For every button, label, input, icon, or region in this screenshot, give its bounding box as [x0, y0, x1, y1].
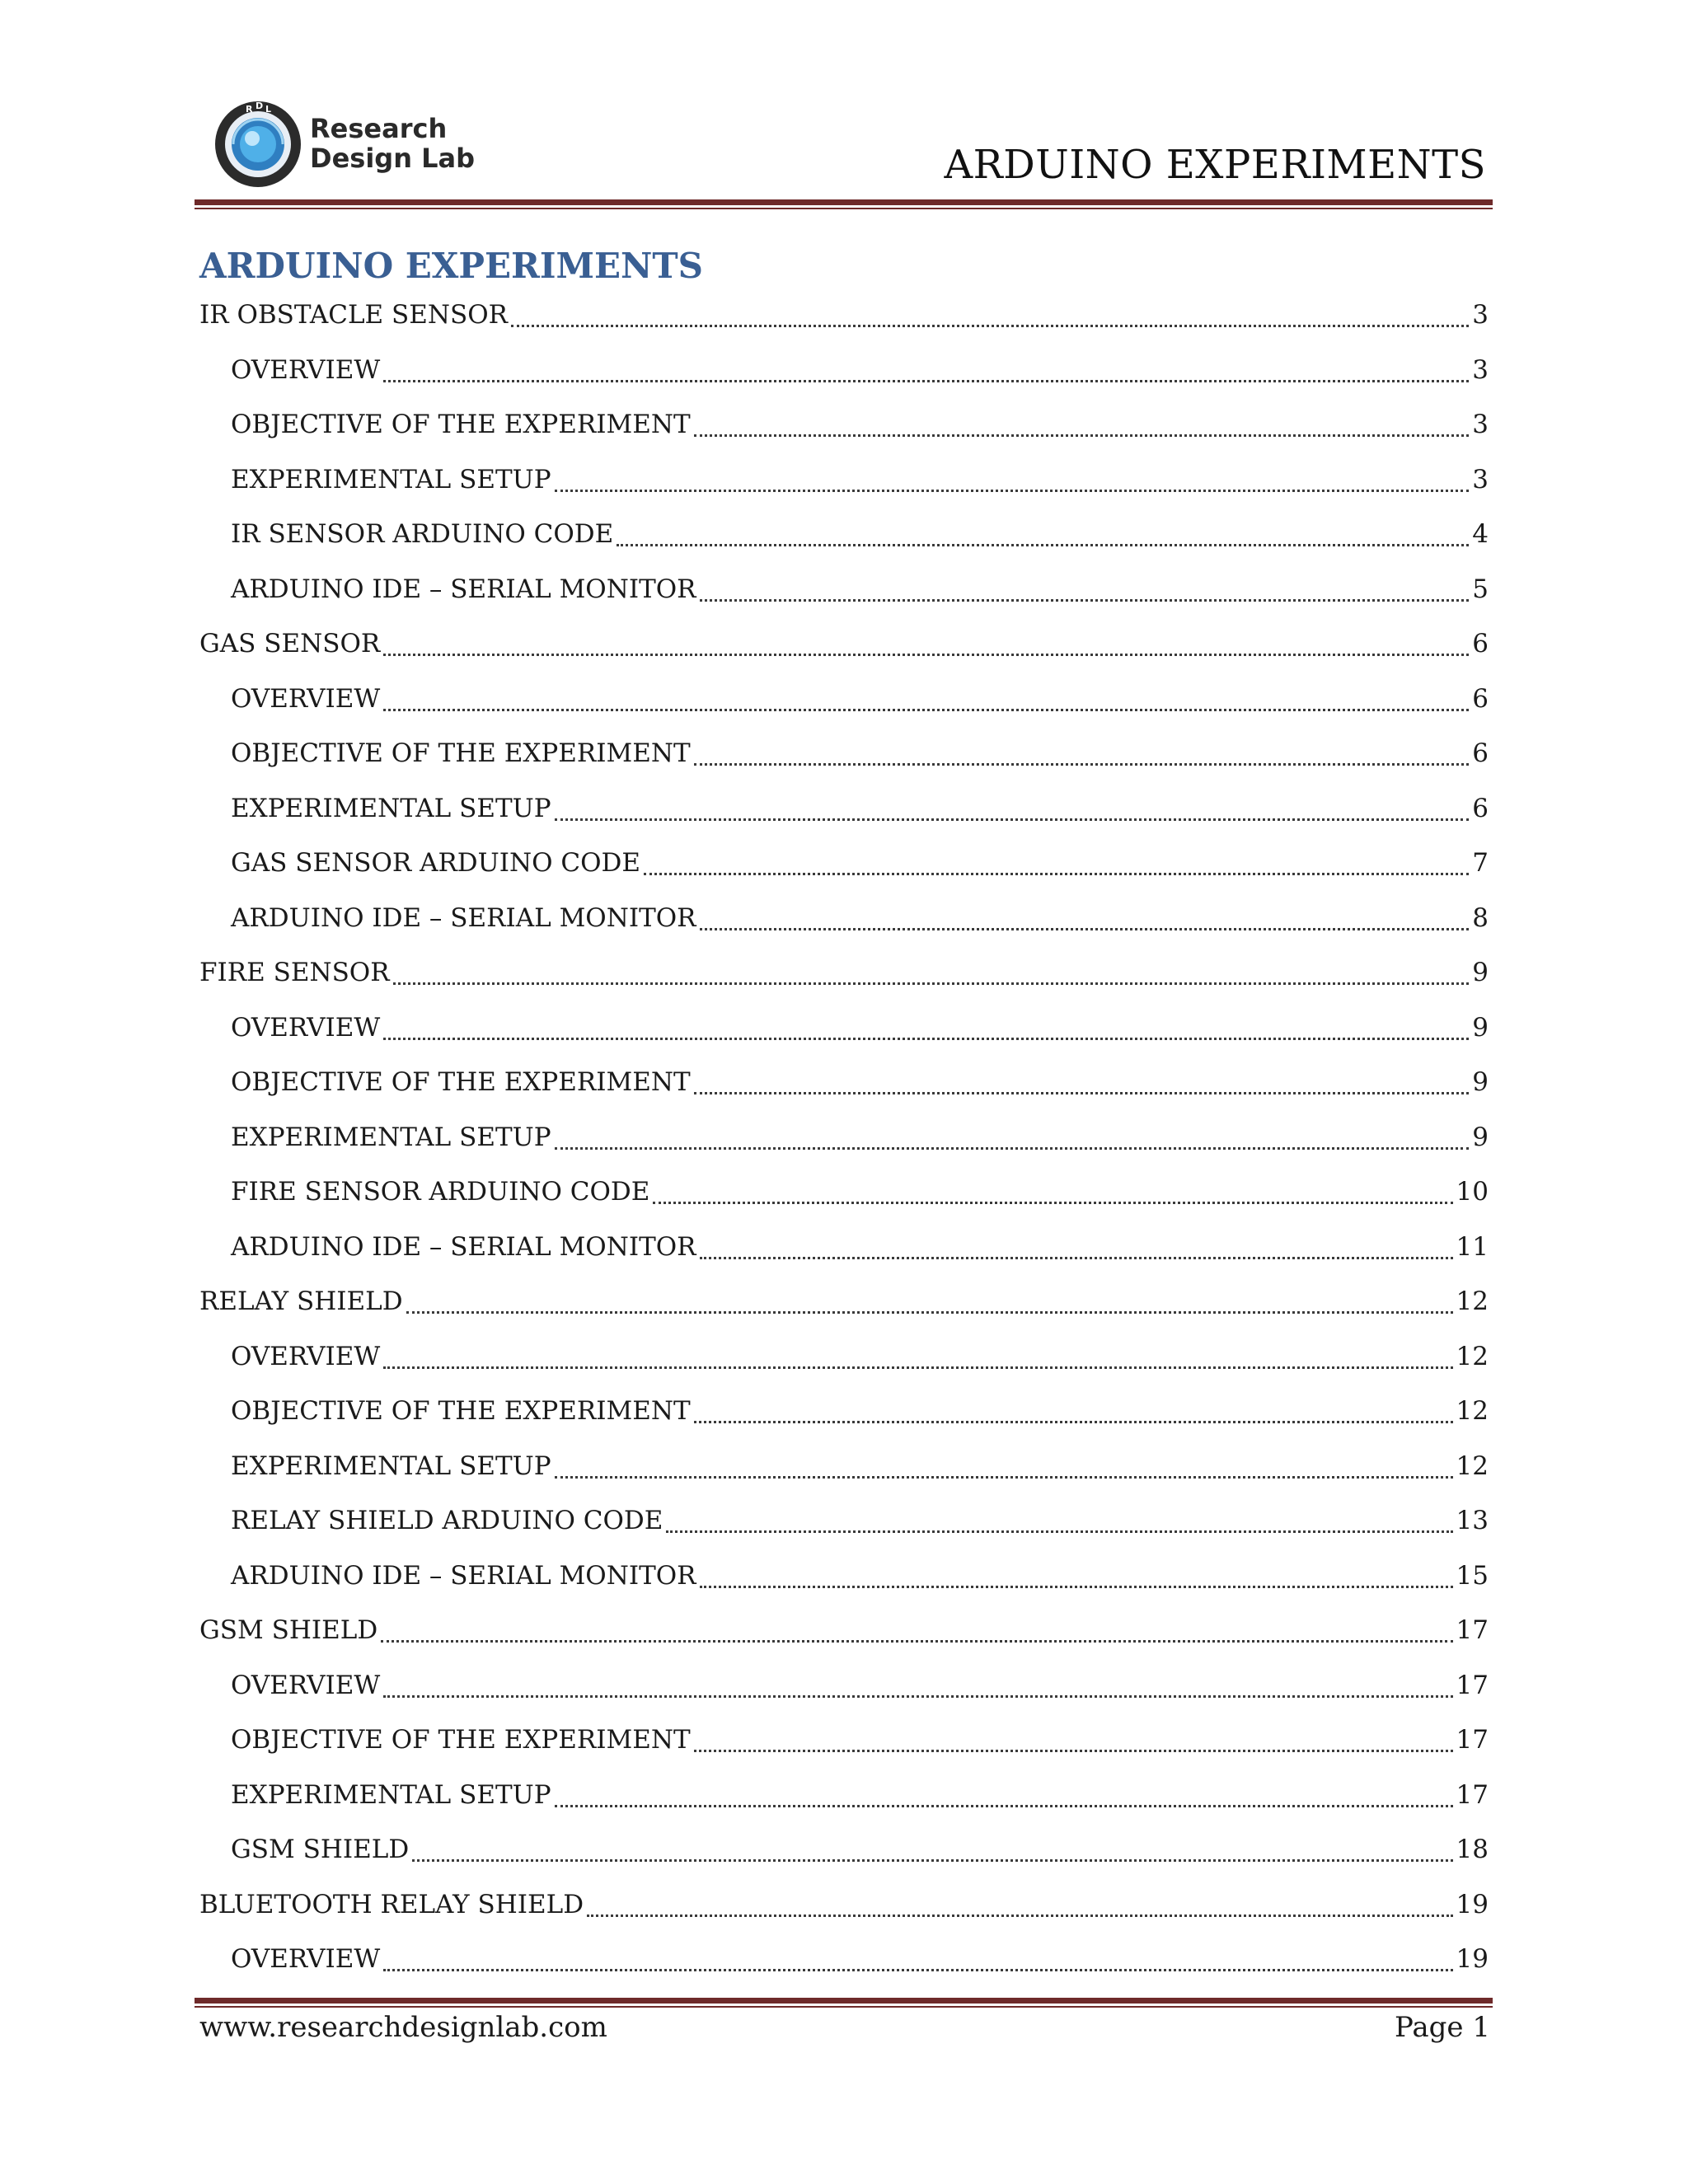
- toc-entry[interactable]: [199, 1064, 1489, 1119]
- toc-dot-leader: [406, 1283, 1453, 1314]
- toc-entry-title[interactable]: IR OBSTACLE SENSOR: [199, 300, 509, 330]
- toc-dot-leader: [617, 516, 1469, 546]
- toc-entry-title[interactable]: OVERVIEW: [231, 1012, 381, 1043]
- toc-entry[interactable]: [199, 1283, 1489, 1338]
- toc-entry-title[interactable]: OVERVIEW: [231, 1944, 381, 1974]
- toc-entry-page[interactable]: 17: [1456, 1615, 1489, 1645]
- toc-entry[interactable]: [199, 1886, 1489, 1942]
- toc-entry[interactable]: [199, 1174, 1489, 1229]
- toc-dot-leader: [555, 1777, 1453, 1807]
- toc-entry-title[interactable]: IR SENSOR ARDUINO CODE: [231, 519, 614, 549]
- toc-entry[interactable]: [199, 1831, 1489, 1886]
- toc-entry-title[interactable]: FIRE SENSOR ARDUINO CODE: [231, 1177, 650, 1207]
- toc-entry[interactable]: [199, 1338, 1489, 1394]
- toc-entry[interactable]: [199, 900, 1489, 955]
- toc-entry-page[interactable]: 11: [1456, 1231, 1489, 1262]
- toc-entry-page[interactable]: 3: [1472, 354, 1489, 385]
- toc-entry-title[interactable]: ARDUINO IDE – SERIAL MONITOR: [231, 902, 696, 933]
- toc-entry-page[interactable]: 18: [1456, 1835, 1489, 1864]
- toc-dot-leader: [412, 1831, 1452, 1862]
- toc-entry-page[interactable]: 12: [1456, 1396, 1489, 1426]
- toc-entry-page[interactable]: 12: [1456, 1451, 1489, 1481]
- toc-entry-title[interactable]: EXPERIMENTAL SETUP: [231, 793, 551, 823]
- toc-entry-page[interactable]: 12: [1456, 1341, 1489, 1371]
- toc-entry-page[interactable]: 9: [1472, 1067, 1489, 1097]
- toc-entry-title[interactable]: OVERVIEW: [231, 354, 381, 385]
- toc-entry-page[interactable]: 6: [1472, 738, 1489, 768]
- toc-entry[interactable]: [199, 352, 1489, 407]
- toc-entry[interactable]: [199, 1667, 1489, 1722]
- toc-dot-leader: [694, 1064, 1470, 1094]
- header-rule: [195, 199, 1493, 209]
- toc-entry-title[interactable]: OVERVIEW: [231, 1670, 381, 1700]
- toc-entry[interactable]: [199, 406, 1489, 462]
- svg-text:L: L: [265, 104, 272, 115]
- toc-dot-leader: [555, 790, 1470, 821]
- toc-entry-page[interactable]: 9: [1472, 1122, 1489, 1152]
- toc-dot-leader: [555, 462, 1470, 492]
- toc-entry-page[interactable]: 19: [1456, 1889, 1489, 1919]
- toc-entry[interactable]: [199, 790, 1489, 846]
- toc-dot-leader: [694, 1722, 1453, 1752]
- toc-entry-title[interactable]: RELAY SHIELD ARDUINO CODE: [231, 1506, 663, 1535]
- toc-entry-title[interactable]: ARDUINO IDE – SERIAL MONITOR: [231, 1231, 696, 1262]
- toc-dot-leader: [700, 571, 1470, 602]
- toc-entry-title[interactable]: ARDUINO IDE – SERIAL MONITOR: [231, 1560, 696, 1591]
- toc-entry-page[interactable]: 15: [1456, 1560, 1489, 1591]
- toc-entry-page[interactable]: 3: [1472, 300, 1489, 330]
- toc-dot-leader: [700, 900, 1470, 930]
- toc-dot-leader: [555, 1119, 1470, 1150]
- toc-entry[interactable]: [199, 954, 1489, 1010]
- header-title: ARDUINO EXPERIMENTS: [944, 142, 1486, 188]
- toc-entry[interactable]: [199, 297, 1489, 352]
- toc-entry-page[interactable]: 8: [1472, 902, 1489, 933]
- toc-entry[interactable]: [199, 626, 1489, 681]
- toc-dot-leader: [694, 1393, 1453, 1423]
- table-of-contents: [199, 297, 1489, 1996]
- toc-entry[interactable]: [199, 1777, 1489, 1832]
- toc-entry-title[interactable]: GSM SHIELD: [199, 1615, 378, 1645]
- rdl-globe-logo-icon: [213, 99, 303, 190]
- logo-wordmark: [310, 114, 475, 173]
- toc-entry[interactable]: [199, 1502, 1489, 1558]
- toc-entry-page[interactable]: 10: [1456, 1177, 1489, 1207]
- toc-entry[interactable]: [199, 1558, 1489, 1613]
- toc-entry[interactable]: [199, 1229, 1489, 1284]
- footer-rule: [195, 1998, 1493, 2008]
- toc-dot-leader: [383, 626, 1469, 656]
- toc-entry[interactable]: [199, 845, 1489, 900]
- toc-entry-title[interactable]: GSM SHIELD: [231, 1835, 410, 1864]
- toc-dot-leader: [383, 681, 1469, 711]
- toc-entry-title[interactable]: GAS SENSOR ARDUINO CODE: [231, 848, 641, 878]
- toc-dot-leader: [700, 1229, 1453, 1259]
- toc-entry-page[interactable]: 17: [1456, 1779, 1489, 1810]
- toc-dot-leader: [653, 1174, 1452, 1204]
- footer-website: www.researchdesignlab.com: [199, 2011, 607, 2044]
- toc-dot-leader: [383, 352, 1469, 382]
- toc-entry-title[interactable]: EXPERIMENTAL SETUP: [231, 464, 551, 494]
- toc-dot-leader: [644, 845, 1469, 875]
- toc-entry[interactable]: [199, 681, 1489, 736]
- toc-entry-page[interactable]: 4: [1472, 519, 1489, 549]
- toc-dot-leader: [587, 1886, 1452, 1917]
- toc-entry-page[interactable]: 17: [1456, 1725, 1489, 1755]
- toc-entry[interactable]: [199, 1448, 1489, 1503]
- toc-entry-page[interactable]: 13: [1456, 1506, 1489, 1535]
- company-logo: [213, 99, 485, 190]
- toc-entry[interactable]: [199, 571, 1489, 626]
- toc-dot-leader: [383, 1667, 1452, 1698]
- toc-entry-title[interactable]: EXPERIMENTAL SETUP: [231, 1779, 551, 1810]
- toc-entry-title[interactable]: OBJECTIVE OF THE EXPERIMENT: [231, 410, 691, 439]
- toc-dot-leader: [555, 1448, 1453, 1479]
- toc-entry-page[interactable]: 3: [1472, 410, 1489, 439]
- footer-page-number: Page 1: [1395, 2011, 1490, 2044]
- toc-entry[interactable]: [199, 1941, 1489, 1996]
- toc-entry-title[interactable]: RELAY SHIELD: [199, 1286, 403, 1316]
- toc-dot-leader: [700, 1558, 1453, 1588]
- toc-heading: ARDUINO EXPERIMENTS: [199, 246, 704, 286]
- toc-entry-title[interactable]: GAS SENSOR: [199, 629, 381, 658]
- toc-entry-title[interactable]: ARDUINO IDE – SERIAL MONITOR: [231, 574, 696, 604]
- toc-entry[interactable]: [199, 1612, 1489, 1667]
- toc-entry-page[interactable]: 6: [1472, 629, 1489, 658]
- toc-dot-leader: [383, 1941, 1452, 1971]
- toc-dot-leader: [383, 1010, 1469, 1040]
- svg-text:D: D: [256, 101, 264, 111]
- page-header: [195, 91, 1493, 206]
- toc-dot-leader: [393, 954, 1470, 985]
- svg-text:R: R: [246, 104, 253, 115]
- toc-entry[interactable]: [199, 1722, 1489, 1777]
- toc-entry-title[interactable]: OVERVIEW: [231, 683, 381, 714]
- toc-entry-page[interactable]: 3: [1472, 464, 1489, 494]
- toc-entry[interactable]: [199, 735, 1489, 790]
- toc-entry-title[interactable]: OBJECTIVE OF THE EXPERIMENT: [231, 1725, 691, 1755]
- toc-dot-leader: [381, 1612, 1452, 1643]
- toc-dot-leader: [694, 406, 1470, 437]
- logo-line-2: Design Lab: [310, 143, 475, 174]
- toc-entry[interactable]: [199, 1393, 1489, 1448]
- toc-entry-page[interactable]: 9: [1472, 958, 1489, 987]
- toc-dot-leader: [511, 297, 1469, 327]
- toc-entry-page[interactable]: 6: [1472, 793, 1489, 823]
- toc-entry[interactable]: [199, 1010, 1489, 1065]
- toc-entry-title[interactable]: OBJECTIVE OF THE EXPERIMENT: [231, 1396, 691, 1426]
- toc-entry[interactable]: [199, 516, 1489, 571]
- toc-entry-page[interactable]: 5: [1472, 574, 1489, 604]
- logo-line-1: Research: [310, 113, 448, 144]
- toc-entry-page[interactable]: 19: [1456, 1944, 1489, 1974]
- toc-entry-title[interactable]: OVERVIEW: [231, 1341, 381, 1371]
- toc-entry-title[interactable]: EXPERIMENTAL SETUP: [231, 1122, 551, 1152]
- toc-entry-page[interactable]: 12: [1456, 1286, 1489, 1316]
- toc-dot-leader: [666, 1502, 1452, 1533]
- toc-entry[interactable]: [199, 1119, 1489, 1174]
- toc-dot-leader: [383, 1338, 1452, 1369]
- toc-entry-title[interactable]: FIRE SENSOR: [199, 958, 390, 987]
- toc-entry-title[interactable]: OBJECTIVE OF THE EXPERIMENT: [231, 1067, 691, 1097]
- toc-entry-page[interactable]: 7: [1472, 848, 1489, 878]
- toc-dot-leader: [694, 735, 1470, 766]
- toc-entry-page[interactable]: 9: [1472, 1012, 1489, 1043]
- toc-entry-page[interactable]: 6: [1472, 683, 1489, 714]
- toc-entry-page[interactable]: 17: [1456, 1670, 1489, 1700]
- toc-entry[interactable]: [199, 462, 1489, 517]
- toc-entry-title[interactable]: OBJECTIVE OF THE EXPERIMENT: [231, 738, 691, 768]
- toc-entry-title[interactable]: EXPERIMENTAL SETUP: [231, 1451, 551, 1481]
- toc-entry-title[interactable]: BLUETOOTH RELAY SHIELD: [199, 1889, 584, 1919]
